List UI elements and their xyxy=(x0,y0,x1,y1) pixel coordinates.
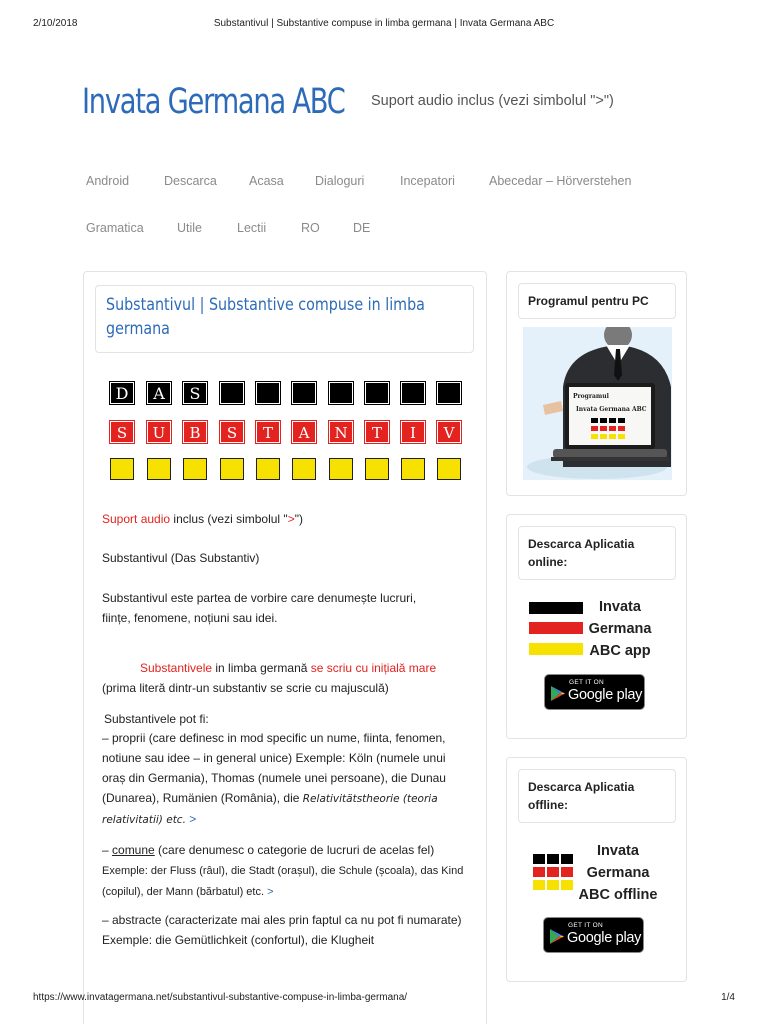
google-play-icon xyxy=(550,685,566,702)
nav-item-ro[interactable]: RO xyxy=(301,221,320,235)
banner-tile xyxy=(329,382,353,404)
banner-tile xyxy=(401,382,425,404)
banner-tile-yellow xyxy=(110,458,134,480)
banner-tile: V xyxy=(437,421,461,443)
audio-note xyxy=(102,509,462,529)
online-widget-title: Descarca Aplicatia online: xyxy=(518,526,676,580)
capital-word: Substantivele xyxy=(140,661,213,675)
banner-tile xyxy=(437,382,461,404)
capitalization-paragraph xyxy=(102,658,462,698)
banner-tile xyxy=(292,382,316,404)
nav-item-incepatori[interactable]: Incepatori xyxy=(400,174,455,188)
online-app-line-2: Germana xyxy=(588,621,652,637)
banner-tile-yellow xyxy=(292,458,316,480)
gp-get-it-on: GET IT ON xyxy=(569,679,604,686)
capital-rule: se scriu cu inițială mare xyxy=(310,661,437,675)
banner-tile: S xyxy=(220,421,244,443)
banner-tile-yellow xyxy=(256,458,280,480)
banner-tile: A xyxy=(147,382,171,404)
section-heading: Substantivul (Das Substantiv) xyxy=(102,551,260,565)
banner-tile-yellow xyxy=(147,458,171,480)
definition-paragraph: Substantivul este partea de vorbire care denumește lucruri, ființe, fenomene, noțiuni sau idei. xyxy=(102,591,417,625)
banner-tile: S xyxy=(110,421,134,443)
audio-support-link[interactable]: Suport audio xyxy=(102,512,171,526)
nav-item-descarca[interactable]: Descarca xyxy=(164,174,217,188)
google-play-icon xyxy=(549,928,565,945)
audio-note-text: inclus (vezi simbolul " xyxy=(170,512,288,526)
comune-word: comune xyxy=(112,843,155,857)
nav-item-lectii[interactable]: Lectii xyxy=(237,221,267,235)
pc-screen-label-2: Invata Germana ABC xyxy=(576,406,647,413)
google-play-button-offline[interactable] xyxy=(543,917,644,953)
site-title[interactable]: Invata Germana ABC xyxy=(82,82,345,122)
print-url: https://www.invatagermana.net/substantivul-substantive-compuse-in-limba-germana/ xyxy=(33,992,408,1003)
banner-tile xyxy=(365,382,389,404)
pc-widget-title: Programul pentru PC xyxy=(518,283,676,319)
google-play-button-online[interactable] xyxy=(544,674,645,710)
abstracte-paragraph: – abstracte (caracterizate mai ales prin faptul ca nu pot fi numarate) Exemple: die Gemütlichkeit (confortul), die Klugheit xyxy=(102,913,462,947)
online-app-line-3: ABC app xyxy=(589,643,651,659)
print-header xyxy=(0,18,768,32)
sidebar-offline-widget xyxy=(506,757,687,982)
nav-item-abecedar[interactable]: Abecedar – Hörverstehen xyxy=(489,174,632,188)
gp-get-it-on: GET IT ON xyxy=(568,922,603,929)
offline-app-line-1: Invata xyxy=(597,843,639,859)
site-tagline: Suport audio inclus (vezi simbolul ">") xyxy=(371,93,614,109)
sidebar-pc-widget xyxy=(506,271,687,496)
audio-note-suffix: ") xyxy=(294,512,303,526)
print-page-number: 1/4 xyxy=(721,992,735,1003)
offline-app-line-2: Germana xyxy=(586,865,650,881)
sidebar-online-widget xyxy=(506,514,687,739)
nav-item-acasa[interactable]: Acasa xyxy=(249,174,284,188)
comune-prefix: – xyxy=(102,843,113,857)
nav-item-android[interactable]: Android xyxy=(86,174,130,188)
audio-symbol[interactable]: > xyxy=(287,512,295,526)
nav-item-de[interactable]: DE xyxy=(353,221,371,235)
flag-stripe-red xyxy=(529,622,583,634)
pc-program-image[interactable] xyxy=(523,327,672,480)
print-doc-title: Substantivul | Substantive compuse in limba germana | Invata Germana ABC xyxy=(213,18,555,29)
banner-tile-yellow xyxy=(220,458,244,480)
more-link[interactable]: > xyxy=(189,812,197,826)
banner-tile-yellow xyxy=(437,458,461,480)
nav-item-gramatica[interactable]: Gramatica xyxy=(86,221,144,235)
proprii-text: – proprii (care definesc in mod specific un nume, fiinta, fenomen, notiune sau idee – in general unice) Exemple: Köln (numele unui oraș din Germania), Thomas (numele unei persoane), die Dunau (Dunarea), Rumänien (România), die xyxy=(102,731,446,805)
post-title[interactable]: Substantivul | Substantive compuse in limba germana xyxy=(106,295,425,339)
banner-tile: U xyxy=(147,421,171,443)
flag-stripe-gold xyxy=(529,643,583,655)
banner-tile xyxy=(220,382,244,404)
more-link[interactable]: > xyxy=(267,886,274,898)
capital-note: (prima literă dintr-un substantiv se scrie cu majusculă) xyxy=(102,681,389,695)
offline-app-line-3: ABC offline xyxy=(578,887,658,903)
print-date: 2/10/2018 xyxy=(33,18,78,29)
offline-flag-grid-icon xyxy=(533,854,575,892)
comune-examples: Exemple: der Fluss (râul), die Stadt (orașul), die Schule (școala), das Kind (copilul), der Mann (bărbatul) etc. xyxy=(102,865,464,898)
print-footer xyxy=(0,992,768,1006)
capital-middle: in limba germană xyxy=(212,661,311,675)
nav-item-utile[interactable]: Utile xyxy=(177,221,203,235)
banner-tile: D xyxy=(110,382,134,404)
banner-tile: A xyxy=(292,421,316,443)
online-app-line-1: Invata xyxy=(599,599,641,615)
types-intro: Substantivele pot fi: xyxy=(104,712,209,726)
pc-screen-label-1: Programul xyxy=(573,393,609,400)
comune-paragraph xyxy=(102,840,464,902)
banner-tile-yellow xyxy=(183,458,207,480)
banner-tile: T xyxy=(365,421,389,443)
banner-tile xyxy=(256,382,280,404)
banner-tile-yellow xyxy=(329,458,353,480)
banner-tile-yellow xyxy=(365,458,389,480)
banner-tile: I xyxy=(401,421,425,443)
banner-tile: N xyxy=(329,421,353,443)
proprii-italic: Relativitätstheorie (teoria relativitatii) etc. xyxy=(102,793,438,826)
banner-tile: S xyxy=(183,382,207,404)
comune-text: (care denumesc o categorie de lucruri de acelas fel) xyxy=(154,843,435,857)
flag-stripe-black xyxy=(529,602,583,614)
banner-tile-yellow xyxy=(401,458,425,480)
offline-widget-title: Descarca Aplicatia offline: xyxy=(518,769,676,823)
proprii-paragraph xyxy=(102,728,464,830)
banner-tile: T xyxy=(256,421,280,443)
banner-tile: B xyxy=(183,421,207,443)
nav-item-dialoguri[interactable]: Dialoguri xyxy=(315,174,365,188)
gp-label: Google play xyxy=(568,687,643,703)
gp-label: Google play xyxy=(567,930,642,946)
